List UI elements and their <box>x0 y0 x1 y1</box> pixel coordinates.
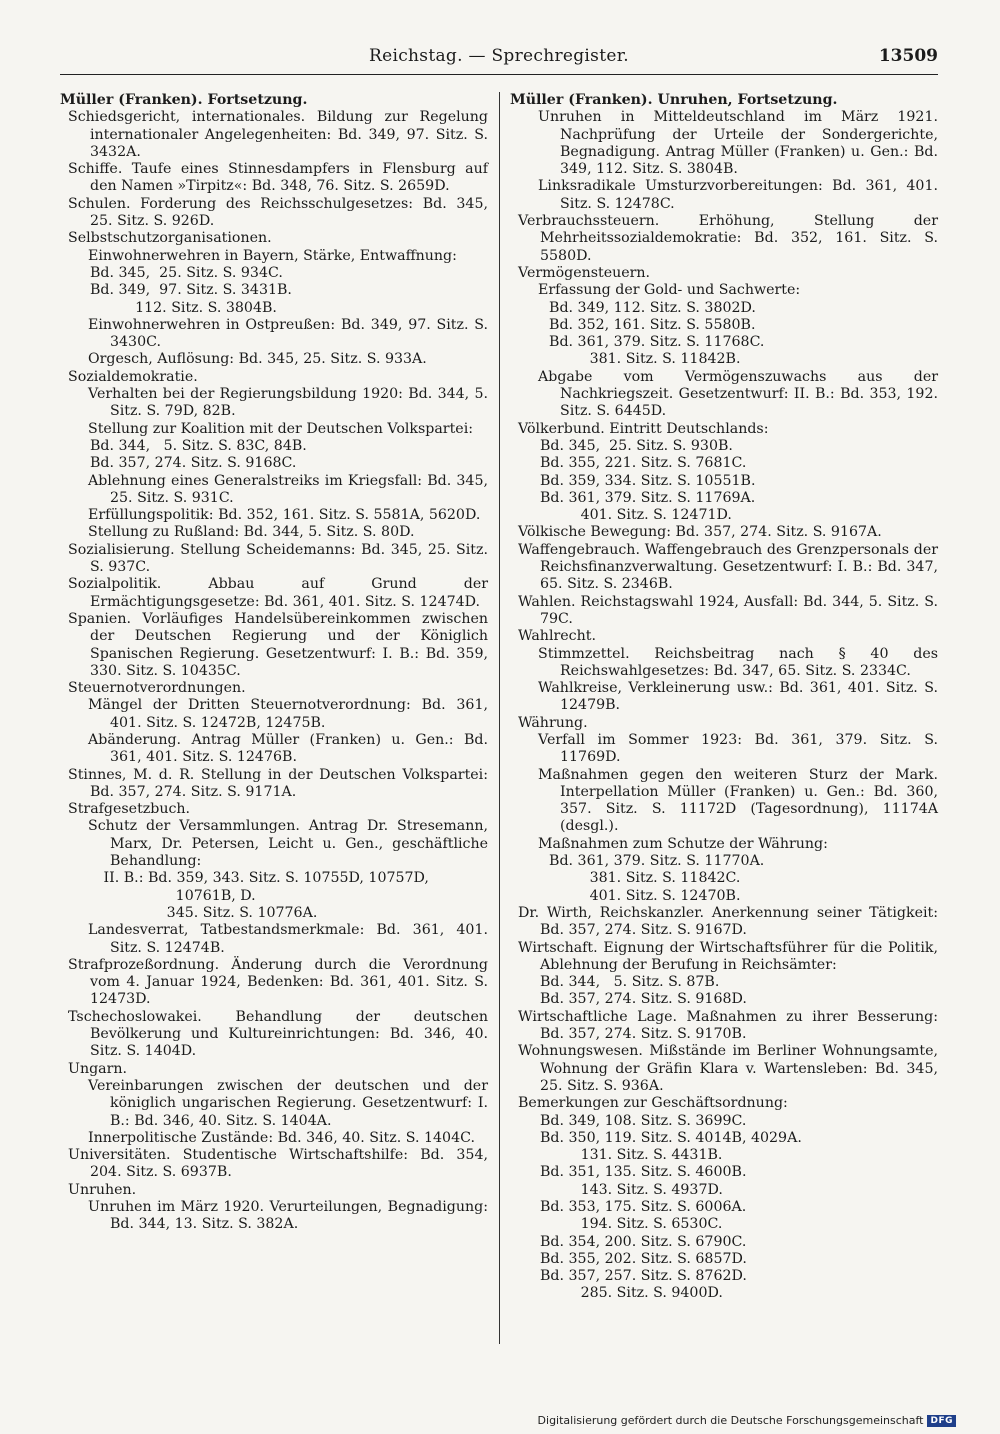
index-entry: Sozialpolitik. Abbau auf Grund der Ermächtigungsgesetze: Bd. 361, 401. Sitz. S. 12474D. <box>68 576 488 610</box>
index-entry: Waffengebrauch. Waffengebrauch des Grenzpersonals der Reichsfinanzverwaltung. Gesetzentwurf: I. B.: Bd. 347, 65. Sitz. S. 2346B. <box>518 541 938 593</box>
index-entry: Unruhen in Mitteldeutschland im März 1921. Nachprüfung der Urteile der Sondergerichte, Begnadigung. Antrag Müller (Franken) u. Gen.: Bd. 349, 112. Sitz. S. 3804B. <box>538 109 938 178</box>
index-entry: Verhalten bei der Regierungsbildung 1920: Bd. 344, 5. Sitz. S. 79D, 82B. <box>88 386 488 420</box>
index-reference-line: Bd. 354, 200. Sitz. S. 6790C. <box>540 1233 747 1250</box>
index-reference-line: Bd. 355, 221. Sitz. S. 7681C. <box>540 455 747 472</box>
index-entry: Währung. <box>518 714 588 731</box>
index-entry: Sozialisierung. Stellung Scheidemanns: Bd. 345, 25. Sitz. S. 937C. <box>68 541 488 576</box>
index-reference-line: 381. Sitz. S. 11842C. <box>540 870 741 887</box>
index-reference-line: Bd. 352, 161. Sitz. S. 5580B. <box>540 316 756 333</box>
index-reference-line: Bd. 344, 5. Sitz. S. 87B. <box>540 974 720 991</box>
index-reference-line: Bd. 345, 25. Sitz. S. 930B. <box>540 437 733 454</box>
index-entry: Vermögensteuern. <box>518 264 651 281</box>
index-entry: Wahlen. Reichstagswahl 1924, Ausfall: Bd. 344, 5. Sitz. S. 79C. <box>518 593 938 627</box>
index-reference-line: Bd. 357, 257. Sitz. S. 8762D. <box>540 1268 747 1285</box>
index-entry: Stellung zur Koalition mit der Deutschen Volkspartei: <box>88 420 474 437</box>
index-entry: Abgabe vom Vermögenszuwachs aus der Nachkriegszeit. Gesetzentwurf: II. B.: Bd. 353, 192. Sitz. S. 6445D. <box>538 368 938 420</box>
index-entry: Einwohnerwehren in Ostpreußen: Bd. 349, 97. Sitz. S. 3430C. <box>88 316 488 351</box>
page-header <box>60 46 938 75</box>
page-number: 13509 <box>878 46 938 66</box>
index-reference-line: Bd. 359, 334. Sitz. S. 10551B. <box>540 472 756 489</box>
index-entry: Orgesch, Auflösung: Bd. 345, 25. Sitz. S. 933A. <box>88 351 427 368</box>
index-entry: Verfall im Sommer 1923: Bd. 361, 379. Sitz. S. 11769D. <box>538 731 938 766</box>
index-reference-line: Bd. 350, 119. Sitz. S. 4014B, 4029A. <box>540 1129 802 1146</box>
index-main-heading: Müller (Franken). Fortsetzung. <box>60 92 308 108</box>
index-entry: Steuernotverordnungen. <box>68 680 246 697</box>
index-entry: Abänderung. Antrag Müller (Franken) u. Gen.: Bd. 361, 401. Sitz. S. 12476B. <box>88 731 488 766</box>
index-reference-line: Bd. 353, 175. Sitz. S. 6006A. <box>540 1199 747 1215</box>
index-entry: Mängel der Dritten Steuernotverordnung: Bd. 361, 401. Sitz. S. 12472B, 12475B. <box>88 697 488 731</box>
index-reference-line: 194. Sitz. S. 6530C. <box>540 1216 723 1233</box>
index-reference-line: 285. Sitz. S. 9400D. <box>540 1285 723 1302</box>
index-entry: Universitäten. Studentische Wirtschaftshilfe: Bd. 354, 204. Sitz. S. 6937B. <box>68 1147 488 1181</box>
right-column <box>510 92 938 1303</box>
index-entry: Verbrauchssteuern. Erhöhung, Stellung der Mehrheitssozialdemokratie: Bd. 352, 161. Sitz. S. 5580D. <box>518 213 938 264</box>
index-entry: Innerpolitische Zustände: Bd. 346, 40. Sitz. S. 1404C. <box>88 1129 475 1146</box>
index-reference-line: Bd. 349, 112. Sitz. S. 3802D. <box>540 299 756 316</box>
index-reference-line: Bd. 361, 379. Sitz. S. 11769A. <box>540 489 756 506</box>
left-column <box>60 92 488 1234</box>
index-entry: Schutz der Versammlungen. Antrag Dr. Stresemann, Marx, Dr. Petersen, Leicht u. Gen., geschäftliche Behandlung: <box>88 818 488 870</box>
index-entry: Landesverrat, Tatbestandsmerkmale: Bd. 361, 401. Sitz. S. 12474B. <box>88 922 488 956</box>
index-entry: Erfassung der Gold- und Sachwerte: <box>538 282 801 299</box>
footer-credit <box>538 1414 956 1427</box>
index-reference-line: 131. Sitz. S. 4431B. <box>540 1147 723 1164</box>
index-entry: Maßnahmen zum Schutze der Währung: <box>538 835 828 852</box>
index-reference-line: Bd. 349, 108. Sitz. S. 3699C. <box>540 1112 747 1129</box>
index-reference-line: 143. Sitz. S. 4937D. <box>540 1181 723 1198</box>
index-entry: Ungarn. <box>68 1060 128 1077</box>
index-reference-line: Bd. 345, 25. Sitz. S. 934C. <box>90 264 283 281</box>
index-entry: Völkerbund. Eintritt Deutschlands: <box>518 420 769 437</box>
index-entry: Stinnes, M. d. R. Stellung in der Deutschen Volkspartei: Bd. 357, 274. Sitz. S. 9171A. <box>68 766 488 800</box>
index-entry: Unruhen im März 1920. Verurteilungen, Begnadigung: Bd. 344, 13. Sitz. S. 382A. <box>88 1199 488 1233</box>
index-reference-line: Bd. 357, 274. Sitz. S. 9168C. <box>90 455 297 472</box>
index-reference-line: 401. Sitz. S. 12471D. <box>540 507 732 524</box>
index-entry: Stellung zu Rußland: Bd. 344, 5. Sitz. S. 80D. <box>88 524 415 541</box>
index-entry: Schiffe. Taufe eines Stinnesdampfers in Flensburg auf den Namen »Tirpitz«: Bd. 348, 76. Sitz. S. 2659D. <box>68 161 488 195</box>
index-reference-line: Bd. 361, 379. Sitz. S. 11770A. <box>540 853 765 870</box>
index-entry: Wirtschaft. Eignung der Wirtschaftsführer für die Politik, Ablehnung der Berufung in Reichsämter: <box>518 939 938 973</box>
index-entry: Bemerkungen zur Geschäftsordnung: <box>518 1095 788 1112</box>
index-entry: Völkische Bewegung: Bd. 357, 274. Sitz. S. 9167A. <box>518 524 882 541</box>
index-columns <box>60 92 938 1350</box>
index-reference-line: Bd. 349, 97. Sitz. S. 3431B. <box>90 282 292 299</box>
index-main-heading: Müller (Franken). Unruhen, Fortsetzung. <box>510 92 838 108</box>
column-divider <box>499 92 500 1344</box>
index-entry: Wohnungswesen. Mißstände im Berliner Wohnungsamte, Wohnung der Gräfin Klara v. Wartensleben: Bd. 345, 25. Sitz. S. 936A. <box>518 1043 938 1094</box>
index-entry: Strafgesetzbuch. <box>68 801 191 818</box>
index-entry: Wahlrecht. <box>518 628 596 645</box>
index-reference-line: 345. Sitz. S. 10776A. <box>90 904 318 921</box>
digitization-credit: Digitalisierung gefördert durch die Deutsche Forschungsgemeinschaft <box>537 1414 924 1427</box>
index-entry: Schulen. Forderung des Reichsschulgesetzes: Bd. 345, 25. Sitz. S. 926D. <box>68 195 488 230</box>
index-entry: Unruhen. <box>68 1181 137 1198</box>
index-reference-line: 10761B, D. <box>90 887 256 904</box>
index-reference-line: II. B.: Bd. 359, 343. Sitz. S. 10755D, 10757D, <box>90 870 429 887</box>
index-entry: Erfüllungspolitik: Bd. 352, 161. Sitz. S. 5581A, 5620D. <box>88 507 481 524</box>
index-reference-line: Bd. 351, 135. Sitz. S. 4600B. <box>540 1164 747 1181</box>
index-entry: Strafprozeßordnung. Änderung durch die Verordnung vom 4. Januar 1924, Bedenken: Bd. 361, 401. Sitz. S. 12473D. <box>68 956 488 1008</box>
index-entry: Ablehnung eines Generalstreiks im Kriegsfall: Bd. 345, 25. Sitz. S. 931C. <box>88 472 488 506</box>
index-reference-line: 381. Sitz. S. 11842B. <box>540 351 741 368</box>
index-entry: Stimmzettel. Reichsbeitrag nach § 40 des Reichswahlgesetzes: Bd. 347, 65. Sitz. S. 2334C. <box>538 645 938 679</box>
index-reference-line: Bd. 344, 5. Sitz. S. 83C, 84B. <box>90 437 307 454</box>
index-entry: Einwohnerwehren in Bayern, Stärke, Entwaffnung: <box>88 247 457 264</box>
index-reference-line: 112. Sitz. S. 3804B. <box>90 299 277 316</box>
dfg-logo: DFG <box>927 1415 956 1427</box>
index-reference-line: 401. Sitz. S. 12470B. <box>540 887 741 904</box>
index-entry: Wirtschaftliche Lage. Maßnahmen zu ihrer Besserung: Bd. 357, 274. Sitz. S. 9170B. <box>518 1008 938 1043</box>
index-entry: Sozialdemokratie. <box>68 368 198 385</box>
index-entry: Linksradikale Umsturzvorbereitungen: Bd. 361, 401. Sitz. S. 12478C. <box>538 178 938 212</box>
index-reference-line: Bd. 361, 379. Sitz. S. 11768C. <box>540 334 765 351</box>
index-entry: Vereinbarungen zwischen der deutschen und der königlich ungarischen Regierung. Gesetzentwurf: I. B.: Bd. 346, 40. Sitz. S. 1404A. <box>88 1077 488 1129</box>
index-reference-line: Bd. 357, 274. Sitz. S. 9168D. <box>540 991 747 1008</box>
index-entry: Schiedsgericht, internationales. Bildung zur Regelung internationaler Angelegenheiten: Bd. 349, 97. Sitz. S. 3432A. <box>68 109 488 160</box>
index-entry: Wahlkreise, Verkleinerung usw.: Bd. 361, 401. Sitz. S. 12479B. <box>538 680 938 714</box>
running-title: Reichstag. — Sprechregister. <box>369 46 629 66</box>
index-entry: Tschechoslowakei. Behandlung der deutschen Bevölkerung und Kultureinrichtungen: Bd. 346, 40. Sitz. S. 1404D. <box>68 1008 488 1060</box>
index-entry: Dr. Wirth, Reichskanzler. Anerkennung seiner Tätigkeit: Bd. 357, 274. Sitz. S. 9167D. <box>518 904 938 939</box>
index-entry: Maßnahmen gegen den weiteren Sturz der Mark. Interpellation Müller (Franken) u. Gen.: Bd. 360, 357. Sitz. S. 11172D (Tagesordnung), 11174A (desgl.). <box>538 766 938 835</box>
index-entry: Selbstschutzorganisationen. <box>68 230 272 247</box>
index-entry: Spanien. Vorläufiges Handelsübereinkommen zwischen der Deutschen Regierung und der Königlich Spanischen Regierung. Gesetzentwurf: I. B.: Bd. 359, 330. Sitz. S. 10435C. <box>68 610 488 679</box>
index-reference-line: Bd. 355, 202. Sitz. S. 6857D. <box>540 1250 747 1267</box>
